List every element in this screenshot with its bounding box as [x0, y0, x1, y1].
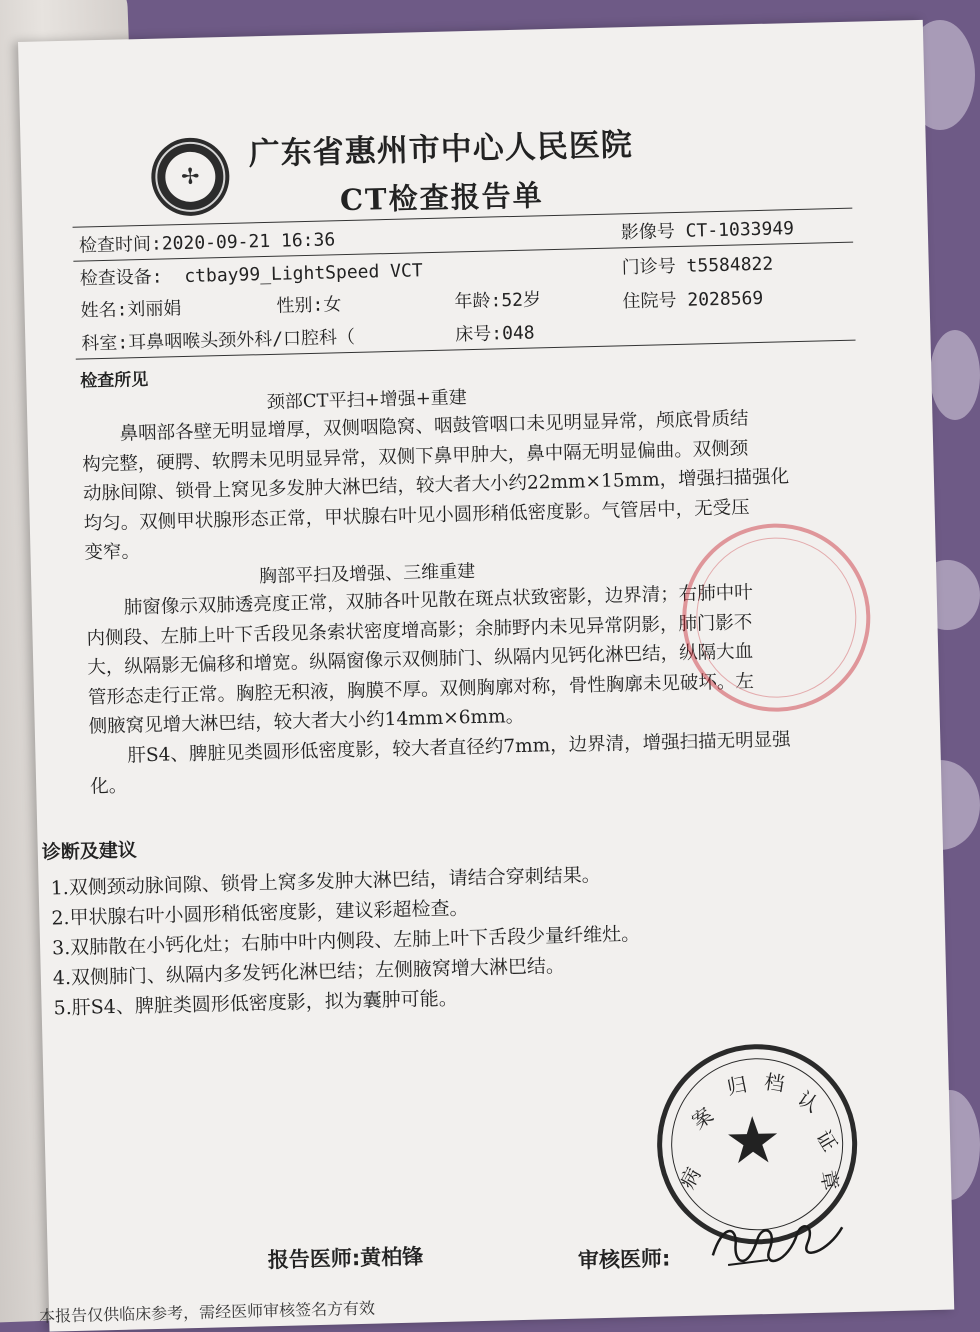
handwritten-signature — [707, 1212, 848, 1275]
star-icon: ★ — [723, 1103, 783, 1180]
findings-heading: 检查所见 — [80, 369, 149, 392]
hospital-logo: ✢ — [150, 137, 230, 217]
exam-time-row: 检查时间:2020-09-21 16:36 — [78, 229, 336, 257]
chest-findings: 肺窗像示双肺透亮度正常，双肺各叶见散在斑点状致密影，边界清；右肺中叶 内侧段、左肺上叶下舌段见条索状密度增高影；余肺野内未见异常阴影，肺门影不 大，纵隔影无偏移和增宽。纵隔窗像示双侧肺门、纵隔内见钙化淋巴结，纵隔大血 管形态走行正常。胸腔无积液，胸膜不厚。双侧胸廓对称，骨性胸廓未见破坏。左 侧腋窝见增大淋巴结，较大者大小约14mm×6mm。 — [86, 582, 755, 738]
image-number: 影像号 CT-1033949 — [620, 218, 795, 244]
inpatient-number: 住院号 2028569 — [622, 287, 764, 313]
report-title: CT检查报告单 — [339, 178, 544, 218]
department: 科室:耳鼻咽喉头颈外科/口腔科（ — [81, 326, 356, 355]
diagnosis-item: 1.双侧颈动脉间隙、锁骨上窝多发肿大淋巴结，请结合穿刺结果。 — [50, 864, 601, 900]
neck-section-title: 颈部CT平扫+增强+重建 — [266, 387, 468, 414]
bed-number: 床号:048 — [455, 322, 535, 346]
review-doctor-label: 审核医师: — [577, 1246, 671, 1273]
clinic-number: 门诊号 t5584822 — [621, 253, 774, 279]
report-page — [18, 20, 954, 1332]
diagnosis-item: 3.双肺散在小钙化灶；右肺中叶内侧段、左肺上叶下舌段少量纤维灶。 — [51, 923, 641, 960]
liver-findings: 肝S4、脾脏见类圆形低密度影，较大者直径约7mm，边界清，增强扫描无明显强 化。 — [89, 729, 791, 797]
diagnosis-list — [50, 859, 642, 1023]
hospital-name: 广东省惠州市中心人民医院 — [248, 127, 634, 173]
patient-name: 姓名:刘丽娟 — [80, 298, 182, 322]
patient-sex: 性别:女 — [276, 294, 342, 317]
diagnosis-heading: 诊断及建议 — [41, 839, 138, 864]
diagnosis-item: 5.肝S4、脾脏类圆形低密度影，拟为囊肿可能。 — [53, 987, 459, 1020]
diagnosis-item: 2.甲状腺右叶小圆形稍低密度影，建议彩超检查。 — [51, 897, 469, 930]
footer-note: 本报告仅供临床参考，需经医师审核签名方有效 — [38, 1298, 376, 1326]
archive-stamp: ★ 病 案 归 档 认 证 章 — [655, 1042, 860, 1247]
neck-findings: 鼻咽部各壁无明显增厚，双侧咽隐窝、咽鼓管咽口未见明显异常，颅底骨质结 构完整，硬腭、软腭未见明显异常，双侧下鼻甲肿大，鼻中隔无明显偏曲。双侧颈 动脉间隙、锁骨上窝见多发肿大淋巴结，较大者大小约22mm×15mm，增强扫描强化 均匀。双侧甲状腺形态正常，甲状腺右叶见小圆形稍低密度影。气管居中，无受压 变窄。 — [82, 408, 790, 564]
device-row: 检查设备: ctbay99_LightSpeed VCT — [79, 260, 423, 290]
report-doctor: 报告医师:黄柏锋 — [267, 1244, 424, 1273]
diagnosis-item: 4.双侧肺门、纵隔内多发钙化淋巴结；左侧腋窝增大淋巴结。 — [52, 954, 566, 990]
patient-age: 年龄:52岁 — [454, 289, 542, 313]
chest-section-title: 胸部平扫及增强、三维重建 — [258, 560, 476, 588]
